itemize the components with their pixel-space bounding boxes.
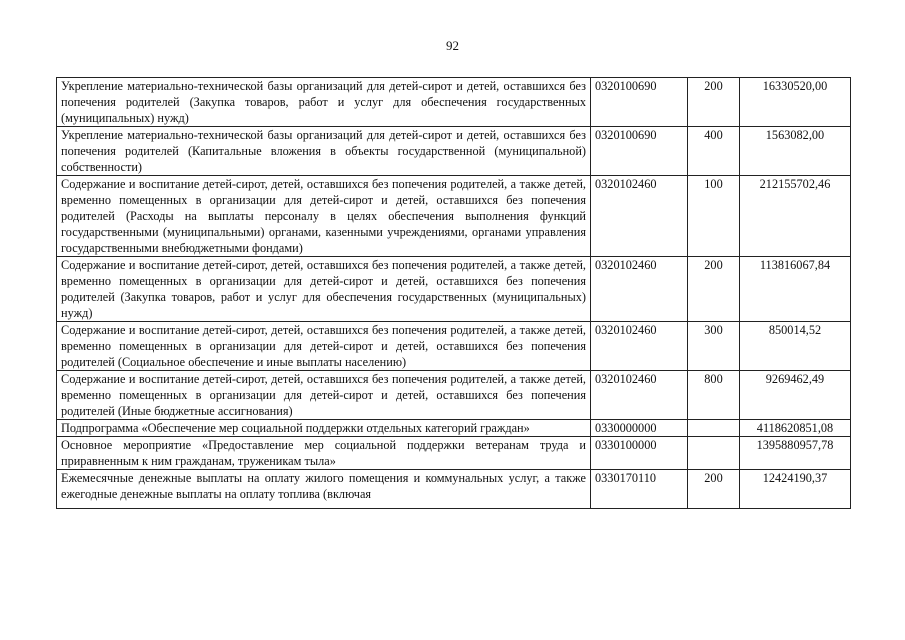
table-row bbox=[57, 420, 851, 437]
row-description: Укрепление материально-технической базы организаций для детей-сирот и детей, оставшихся без попечения родителей (Закупка товаров, работ и услуг для обеспечения государственных (муниципальных) нужд) bbox=[57, 78, 591, 127]
row-expense-type: 300 bbox=[688, 322, 740, 371]
table-row bbox=[57, 470, 851, 509]
row-amount: 1563082,00 bbox=[740, 127, 851, 176]
row-description: Ежемесячные денежные выплаты на оплату жилого помещения и коммунальных услуг, а также ежегодные денежные выплаты на оплату топлива (включая bbox=[61, 471, 586, 501]
row-amount: 113816067,84 bbox=[740, 257, 851, 322]
row-description: Основное мероприятие «Предоставление мер социальной поддержки ветеранам труда и приравненным к ним гражданам, труженикам тыла» bbox=[57, 437, 591, 470]
row-target-code: 0330000000 bbox=[591, 420, 688, 437]
table-row bbox=[57, 78, 851, 127]
page-number: 92 bbox=[446, 38, 459, 53]
row-description: Содержание и воспитание детей-сирот, детей, оставшихся без попечения родителей, а также детей, временно помещенных в организации для детей-сирот и детей, оставшихся без попечения родителей (Расходы на выплаты персоналу в целях обеспечения выполнения функций государственными (муниципальными) органами, казенными учреждениями, органами управления государственными внебюджетными фондами) bbox=[57, 176, 591, 257]
row-expense-type bbox=[688, 420, 740, 437]
row-target-code: 0320102460 bbox=[591, 371, 688, 420]
row-target-code: 0330170110 bbox=[591, 470, 688, 509]
table-row bbox=[57, 322, 851, 371]
row-description: Укрепление материально-технической базы организаций для детей-сирот и детей, оставшихся без попечения родителей (Капитальные вложения в объекты государственной (муниципальной) собственности) bbox=[57, 127, 591, 176]
row-expense-type: 200 bbox=[688, 78, 740, 127]
table-row bbox=[57, 437, 851, 470]
row-expense-type bbox=[688, 437, 740, 470]
row-expense-type: 400 bbox=[688, 127, 740, 176]
table-row bbox=[57, 257, 851, 322]
table-row bbox=[57, 127, 851, 176]
table-row bbox=[57, 371, 851, 420]
row-expense-type: 800 bbox=[688, 371, 740, 420]
row-description-cell bbox=[57, 470, 591, 509]
row-amount: 1395880957,78 bbox=[740, 437, 851, 470]
row-target-code: 0330100000 bbox=[591, 437, 688, 470]
row-amount: 850014,52 bbox=[740, 322, 851, 371]
row-target-code: 0320102460 bbox=[591, 257, 688, 322]
row-amount: 212155702,46 bbox=[740, 176, 851, 257]
row-expense-type: 200 bbox=[688, 470, 740, 509]
budget-table bbox=[56, 77, 851, 509]
row-amount: 12424190,37 bbox=[740, 470, 851, 509]
row-amount: 4118620851,08 bbox=[740, 420, 851, 437]
row-description: Подпрограмма «Обеспечение мер социальной поддержки отдельных категорий граждан» bbox=[57, 420, 591, 437]
row-description: Содержание и воспитание детей-сирот, детей, оставшихся без попечения родителей, а также детей, временно помещенных в организации для детей-сирот и детей, оставшихся без попечения родителей (Социальное обеспечение и иные выплаты населению) bbox=[57, 322, 591, 371]
row-target-code: 0320102460 bbox=[591, 322, 688, 371]
table-row bbox=[57, 176, 851, 257]
row-amount: 9269462,49 bbox=[740, 371, 851, 420]
row-target-code: 0320100690 bbox=[591, 127, 688, 176]
row-target-code: 0320100690 bbox=[591, 78, 688, 127]
row-description: Содержание и воспитание детей-сирот, детей, оставшихся без попечения родителей, а также детей, временно помещенных в организации для детей-сирот и детей, оставшихся без попечения родителей (Иные бюджетные ассигнования) bbox=[57, 371, 591, 420]
row-amount: 16330520,00 bbox=[740, 78, 851, 127]
row-expense-type: 200 bbox=[688, 257, 740, 322]
row-expense-type: 100 bbox=[688, 176, 740, 257]
row-description: Содержание и воспитание детей-сирот, детей, оставшихся без попечения родителей, а также детей, временно помещенных в организации для детей-сирот и детей, оставшихся без попечения родителей (Закупка товаров, работ и услуг для обеспечения государственных (муниципальных) нужд) bbox=[57, 257, 591, 322]
row-target-code: 0320102460 bbox=[591, 176, 688, 257]
